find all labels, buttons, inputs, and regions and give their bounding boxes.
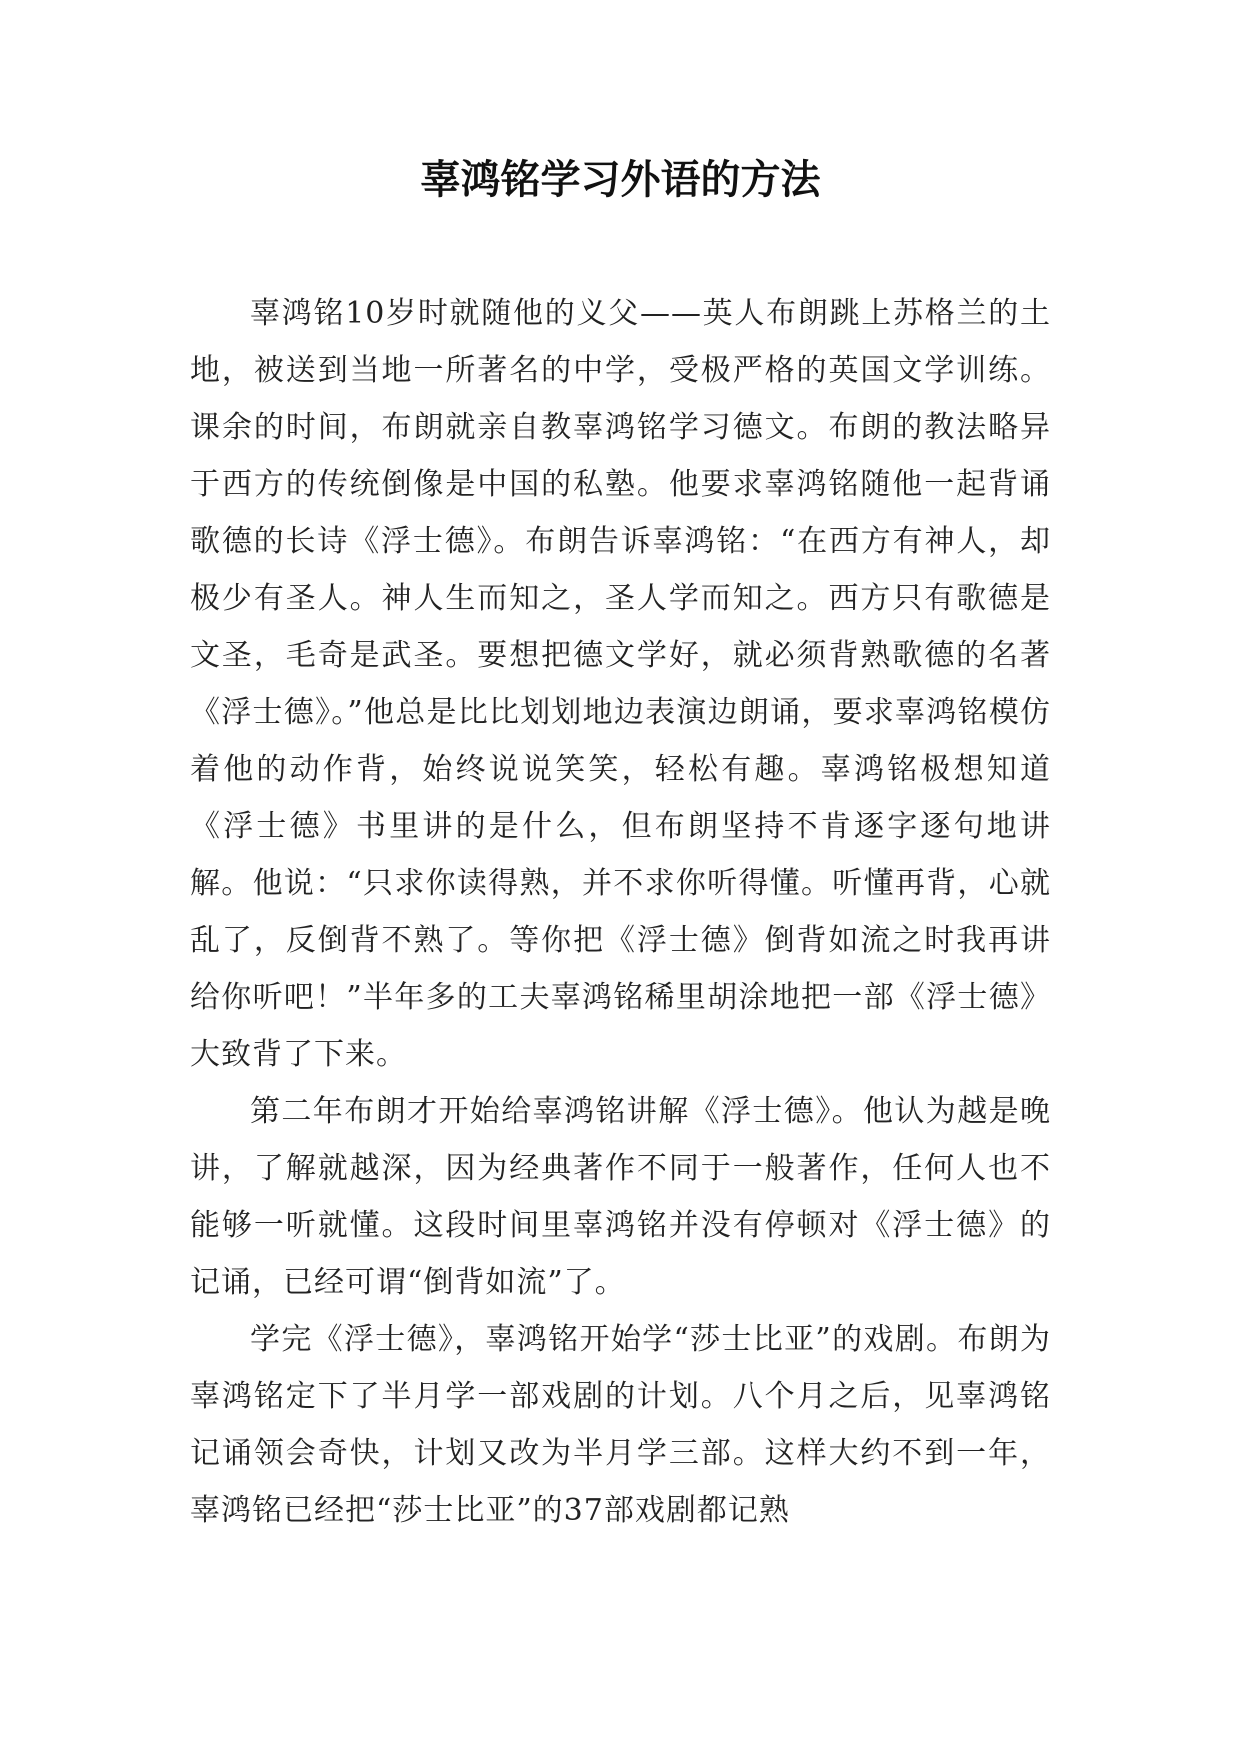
paragraph: 学完《浮士德》，辜鸿铭开始学“莎士比亚”的戏剧。布朗为辜鸿铭定下了半月学一部戏剧的计划。八个月之后，见辜鸿铭记诵领会奇快，计划又改为半月学三部。这样大约不到一年，辜鸿铭已经把“莎士比亚”的37部戏剧都记熟 xyxy=(190,1322,1051,1528)
paragraph: 辜鸿铭10岁时就随他的义父——英人布朗跳上苏格兰的土地，被送到当地一所著名的中学，受极严格的英国文学训练。课余的时间，布朗就亲自教辜鸿铭学习德文。布朗的教法略异于西方的传统倒像是中国的私塾。他要求辜鸿铭随他一起背诵歌德的长诗《浮士德》。布朗告诉辜鸿铭：“在西方有神人，却极少有圣人。神人生而知之，圣人学而知之。西方只有歌德是文圣，毛奇是武圣。要想把德文学好，就必须背熟歌德的名著《浮士德》。”他总是比比划划地边表演边朗诵，要求辜鸿铭模仿着他的动作背，始终说说笑笑，轻松有趣。辜鸿铭极想知道《浮士德》书里讲的是什么，但布朗坚持不肯逐字逐句地讲解。他说：“只求你读得熟，并不求你听得懂。听懂再背，心就乱了，反倒背不熟了。等你把《浮士德》倒背如流之时我再讲给你听吧！”半年多的工夫辜鸿铭稀里胡涂地把一部《浮士德》大致背了下来。 xyxy=(190,296,1051,1072)
document-body xyxy=(190,285,1051,1539)
paragraph: 第二年布朗才开始给辜鸿铭讲解《浮士德》。他认为越是晚讲，了解就越深，因为经典著作不同于一般著作，任何人也不能够一听就懂。这段时间里辜鸿铭并没有停顿对《浮士德》的记诵，已经可谓“倒背如流”了。 xyxy=(190,1094,1051,1300)
document-title: 辜鸿铭学习外语的方法 xyxy=(420,157,821,203)
